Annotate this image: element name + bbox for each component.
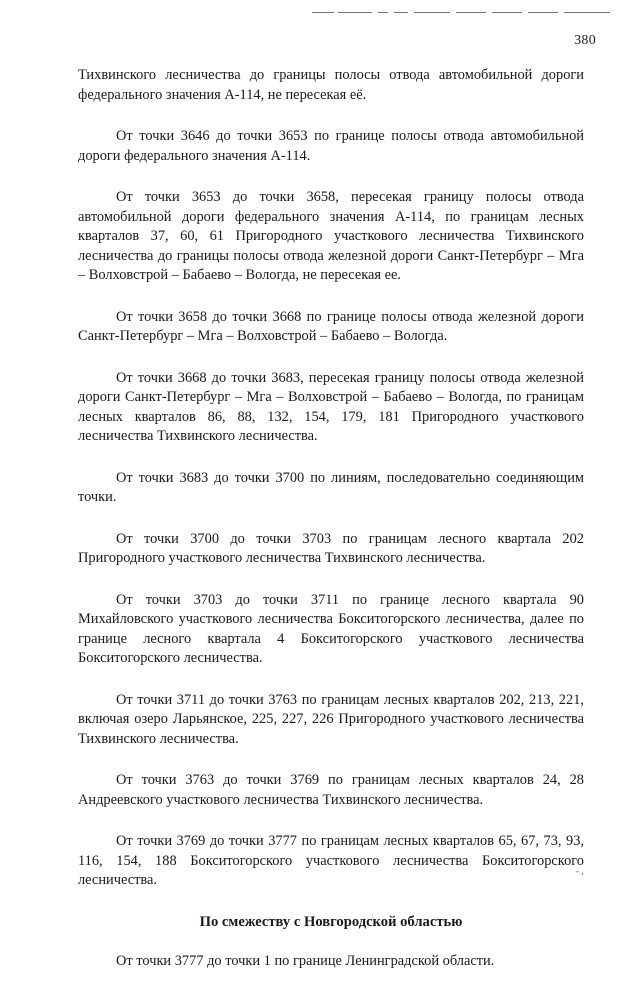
paragraph: От точки 3711 до точки 3763 по границам лесных кварталов 202, 213, 221, включая озеро Ларьянское, 225, 227, 226 Пригородного участкового лесничества Тихвинского лесничества. — [78, 691, 584, 747]
paragraph: Тихвинского лесничества до границы полосы отвода автомобильной дороги федерального значения А-114, не пересекая её. — [78, 67, 584, 103]
paragraph: От точки 3769 до точки 3777 по границам лесных кварталов 65, 67, 73, 93, 116, 154, 188 Бокситогорского участкового лесничества Бокситогорского лесничества. — [78, 833, 584, 888]
page-number: 380 — [574, 33, 596, 48]
paragraph: От точки 3658 до точки 3668 по границе полосы отвода железной дороги Санкт-Петербург – Мга – Волховстрой – Бабаево – Вологда. — [78, 308, 584, 344]
paragraph: От точки 3646 до точки 3653 по границе полосы отвода автомобильной дороги федерального значения А-114. — [78, 128, 584, 164]
paragraph: От точки 3683 до точки 3700 по линиям, последовательно соединяющим точки. — [78, 469, 584, 505]
paragraph: От точки 3700 до точки 3703 по границам лесного квартала 202 Пригородного участкового лесничества Тихвинского лесничества. — [78, 530, 584, 566]
paragraph: От точки 3653 до точки 3658, пересекая границу полосы отвода автомобильной дороги федерального значения А-114, по границам лесных кварталов 37, 60, 61 Пригородного участкового лесничества Тихвинского лесничества до границы полосы отвода железной дороги Санкт-Петербург – Мга – Волховстрой – Бабаево – Вологда, не пересекая ее. — [78, 189, 584, 283]
scan-corner-mark: - , — [576, 866, 584, 876]
document-body — [78, 66, 584, 994]
section-heading: По смежеству с Новгородской областью — [199, 913, 463, 930]
paragraph: От точки 3703 до точки 3711 по границе лесного квартала 90 Михайловского участкового лесничества Бокситогорского лесничества, далее по границе лесного квартала 4 Бокситогорского участкового лесничества Бокситогорского лесничества. — [78, 591, 584, 666]
paragraph: От точки 3763 до точки 3769 по границам лесных кварталов 24, 28 Андреевского участкового лесничества Тихвинского лесничества. — [78, 772, 584, 808]
scan-top-rule — [312, 8, 612, 18]
paragraph: От точки 3668 до точки 3683, пересекая границу полосы отвода железной дороги Санкт-Петербург – Мга – Волховстрой – Бабаево – Вологда, по границам лесных кварталов 86, 88, 132, 154, 179, 181 Пригородного участкового лесничества Тихвинского лесничества. — [78, 369, 584, 444]
paragraph: От точки 3777 до точки 1 по границе Ленинградской области. — [116, 953, 495, 969]
